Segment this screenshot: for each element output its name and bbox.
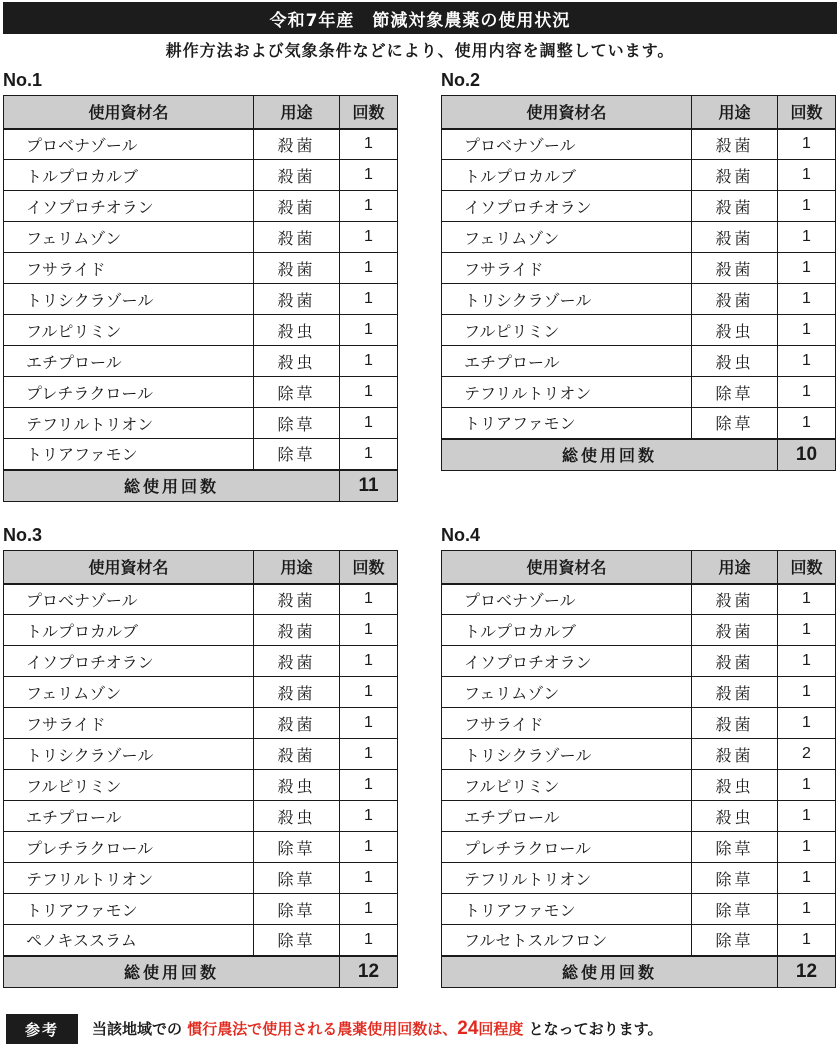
cell-name: トリアファモン — [4, 894, 254, 925]
cell-count: 1 — [778, 253, 836, 284]
cell-use: 殺虫 — [254, 346, 340, 377]
cell-use: 除草 — [692, 894, 778, 925]
pesticide-table — [441, 95, 836, 471]
block-label: No.2 — [441, 70, 481, 90]
header-count: 回数 — [778, 96, 836, 129]
cell-use: 殺菌 — [254, 284, 340, 315]
cell-count: 1 — [340, 160, 398, 191]
table-row — [4, 584, 398, 615]
cell-use: 除草 — [692, 832, 778, 863]
cell-use: 除草 — [254, 832, 340, 863]
table-row — [4, 708, 398, 739]
cell-name: エチプロール — [4, 801, 254, 832]
total-count: 12 — [340, 956, 398, 988]
table-row — [442, 708, 836, 739]
cell-count: 1 — [340, 832, 398, 863]
cell-name: イソプロチオラン — [442, 191, 692, 222]
cell-count: 1 — [778, 284, 836, 315]
cell-use: 殺菌 — [692, 253, 778, 284]
table-row — [4, 925, 398, 956]
cell-name: トルプロカルブ — [4, 615, 254, 646]
cell-count: 1 — [340, 346, 398, 377]
table-row — [442, 801, 836, 832]
cell-use: 除草 — [692, 408, 778, 439]
table-header-row — [442, 96, 836, 129]
table-row — [4, 408, 398, 439]
cell-use: 殺菌 — [692, 160, 778, 191]
cell-name: テフリルトリオン — [4, 863, 254, 894]
cell-name: プレチラクロール — [442, 832, 692, 863]
table-row — [4, 346, 398, 377]
table-row — [4, 801, 398, 832]
cell-count: 1 — [340, 408, 398, 439]
cell-use: 殺菌 — [254, 677, 340, 708]
cell-use: 殺菌 — [254, 739, 340, 770]
table-header-row — [4, 96, 398, 129]
cell-name: トリアファモン — [442, 408, 692, 439]
cell-use: 除草 — [254, 408, 340, 439]
note-prefix: 当該地域での — [92, 1020, 183, 1038]
cell-count: 1 — [340, 801, 398, 832]
table-header-row — [4, 551, 398, 584]
cell-use: 殺菌 — [254, 708, 340, 739]
header-use: 用途 — [692, 96, 778, 129]
cell-name: フルピリミン — [4, 315, 254, 346]
table-row — [4, 863, 398, 894]
table-row — [4, 160, 398, 191]
note-highlight: 慣行農法で使用される農薬使用回数は、 — [187, 1020, 458, 1038]
table-row — [4, 646, 398, 677]
cell-count: 1 — [778, 377, 836, 408]
cell-count: 1 — [778, 863, 836, 894]
note-number: 24 — [457, 1018, 479, 1039]
cell-name: イソプロチオラン — [4, 646, 254, 677]
cell-use: 殺菌 — [254, 253, 340, 284]
table-row — [442, 315, 836, 346]
pesticide-table — [3, 95, 398, 502]
cell-use: 殺菌 — [692, 646, 778, 677]
table-row — [4, 677, 398, 708]
table-row — [442, 739, 836, 770]
cell-use: 除草 — [254, 377, 340, 408]
cell-use: 殺菌 — [692, 739, 778, 770]
cell-name: トリシクラゾール — [4, 284, 254, 315]
cell-count: 1 — [340, 129, 398, 160]
cell-count: 1 — [778, 346, 836, 377]
cell-count: 1 — [778, 801, 836, 832]
table-row — [442, 615, 836, 646]
table-row — [4, 739, 398, 770]
cell-count: 1 — [340, 222, 398, 253]
header-use: 用途 — [254, 551, 340, 584]
cell-use: 除草 — [254, 894, 340, 925]
cell-name: フルセトスルフロン — [442, 925, 692, 956]
cell-name: エチプロール — [4, 346, 254, 377]
table-row — [442, 832, 836, 863]
total-count: 11 — [340, 470, 398, 502]
cell-use: 殺虫 — [254, 801, 340, 832]
cell-use: 除草 — [254, 439, 340, 470]
table-row — [442, 770, 836, 801]
cell-count: 1 — [778, 646, 836, 677]
cell-use: 殺虫 — [692, 315, 778, 346]
cell-name: プロベナゾール — [442, 584, 692, 615]
table-row — [4, 129, 398, 160]
cell-name: フサライド — [442, 253, 692, 284]
cell-use: 除草 — [692, 925, 778, 956]
table-row — [442, 377, 836, 408]
block-label: No.1 — [3, 70, 43, 90]
total-label: 総使用回数 — [4, 956, 340, 988]
cell-name: トリアファモン — [4, 439, 254, 470]
table-row — [442, 191, 836, 222]
table-row — [4, 832, 398, 863]
total-row — [442, 956, 836, 988]
cell-use: 殺虫 — [692, 801, 778, 832]
table-row — [442, 222, 836, 253]
cell-name: プロベナゾール — [4, 584, 254, 615]
total-row — [4, 956, 398, 988]
table-row — [4, 253, 398, 284]
pesticide-table — [3, 550, 398, 988]
table-row — [442, 677, 836, 708]
cell-name: トリシクラゾール — [4, 739, 254, 770]
cell-name: イソプロチオラン — [4, 191, 254, 222]
cell-name: ペノキススラム — [4, 925, 254, 956]
cell-name: フルピリミン — [4, 770, 254, 801]
header-name: 使用資材名 — [4, 96, 254, 129]
table-row — [442, 346, 836, 377]
cell-use: 殺菌 — [254, 222, 340, 253]
cell-use: 殺虫 — [692, 346, 778, 377]
cell-count: 1 — [340, 315, 398, 346]
cell-name: テフリルトリオン — [442, 863, 692, 894]
cell-name: フルピリミン — [442, 770, 692, 801]
note-unit: 回程度 — [478, 1020, 524, 1038]
cell-name: トリシクラゾール — [442, 739, 692, 770]
total-label: 総使用回数 — [442, 439, 778, 471]
cell-name: テフリルトリオン — [4, 408, 254, 439]
cell-name: プレチラクロール — [4, 832, 254, 863]
total-row — [442, 439, 836, 471]
cell-use: 殺菌 — [254, 129, 340, 160]
cell-use: 殺虫 — [254, 770, 340, 801]
cell-count: 1 — [340, 284, 398, 315]
cell-name: イソプロチオラン — [442, 646, 692, 677]
table-row — [4, 222, 398, 253]
cell-count: 1 — [340, 253, 398, 284]
cell-name: フェリムゾン — [4, 222, 254, 253]
cell-count: 1 — [340, 739, 398, 770]
table-row — [442, 284, 836, 315]
table-row — [442, 160, 836, 191]
cell-count: 1 — [340, 191, 398, 222]
cell-count: 1 — [778, 315, 836, 346]
cell-use: 殺虫 — [254, 315, 340, 346]
cell-count: 1 — [778, 222, 836, 253]
cell-use: 殺菌 — [254, 646, 340, 677]
block-label: No.3 — [3, 525, 43, 545]
cell-count: 1 — [778, 894, 836, 925]
cell-name: エチプロール — [442, 801, 692, 832]
cell-name: トリシクラゾール — [442, 284, 692, 315]
cell-use: 殺虫 — [692, 770, 778, 801]
header-use: 用途 — [692, 551, 778, 584]
header-count: 回数 — [778, 551, 836, 584]
cell-count: 1 — [340, 377, 398, 408]
cell-count: 1 — [778, 832, 836, 863]
cell-name: エチプロール — [442, 346, 692, 377]
header-count: 回数 — [340, 96, 398, 129]
cell-use: 殺菌 — [692, 222, 778, 253]
cell-count: 1 — [778, 677, 836, 708]
cell-count: 1 — [340, 677, 398, 708]
cell-use: 除草 — [254, 925, 340, 956]
page-title: 令和7年産 節減対象農薬の使用状況 — [3, 2, 837, 34]
pesticide-table — [441, 550, 836, 988]
reference-note — [92, 1018, 662, 1040]
table-row — [442, 863, 836, 894]
cell-use: 殺菌 — [692, 284, 778, 315]
cell-name: フサライド — [4, 708, 254, 739]
table-row — [4, 191, 398, 222]
cell-use: 殺菌 — [254, 191, 340, 222]
header-count: 回数 — [340, 551, 398, 584]
cell-count: 2 — [778, 739, 836, 770]
cell-name: フェリムゾン — [4, 677, 254, 708]
cell-count: 1 — [778, 925, 836, 956]
header-name: 使用資材名 — [442, 96, 692, 129]
table-row — [4, 894, 398, 925]
total-label: 総使用回数 — [442, 956, 778, 988]
cell-use: 殺菌 — [254, 584, 340, 615]
table-row — [442, 408, 836, 439]
cell-use: 殺菌 — [692, 615, 778, 646]
cell-name: トルプロカルブ — [442, 615, 692, 646]
cell-count: 1 — [778, 584, 836, 615]
cell-count: 1 — [778, 770, 836, 801]
cell-name: テフリルトリオン — [442, 377, 692, 408]
cell-name: フェリムゾン — [442, 677, 692, 708]
cell-name: トルプロカルブ — [442, 160, 692, 191]
page-subtitle: 耕作方法および気象条件などにより、使用内容を調整しています。 — [165, 41, 675, 60]
cell-use: 殺菌 — [254, 615, 340, 646]
cell-name: フルピリミン — [442, 315, 692, 346]
cell-count: 1 — [778, 408, 836, 439]
cell-count: 1 — [340, 584, 398, 615]
header-name: 使用資材名 — [4, 551, 254, 584]
cell-use: 殺菌 — [692, 191, 778, 222]
cell-count: 1 — [778, 129, 836, 160]
cell-use: 殺菌 — [692, 708, 778, 739]
cell-name: トルプロカルブ — [4, 160, 254, 191]
cell-count: 1 — [778, 191, 836, 222]
table-row — [4, 315, 398, 346]
cell-use: 殺菌 — [254, 160, 340, 191]
cell-count: 1 — [340, 863, 398, 894]
table-row — [442, 584, 836, 615]
cell-use: 殺菌 — [692, 129, 778, 160]
cell-count: 1 — [340, 925, 398, 956]
cell-name: フサライド — [442, 708, 692, 739]
cell-name: フェリムゾン — [442, 222, 692, 253]
cell-count: 1 — [340, 770, 398, 801]
total-label: 総使用回数 — [4, 470, 340, 502]
cell-use: 除草 — [692, 863, 778, 894]
cell-count: 1 — [778, 615, 836, 646]
header-name: 使用資材名 — [442, 551, 692, 584]
total-count: 12 — [778, 956, 836, 988]
table-header-row — [442, 551, 836, 584]
cell-name: プロベナゾール — [442, 129, 692, 160]
cell-count: 1 — [340, 615, 398, 646]
cell-name: プロベナゾール — [4, 129, 254, 160]
table-row — [4, 377, 398, 408]
table-row — [442, 646, 836, 677]
table-row — [442, 925, 836, 956]
table-row — [442, 129, 836, 160]
cell-count: 1 — [340, 439, 398, 470]
table-row — [4, 284, 398, 315]
cell-count: 1 — [340, 708, 398, 739]
table-row — [442, 894, 836, 925]
cell-count: 1 — [778, 708, 836, 739]
total-row — [4, 470, 398, 502]
cell-name: トリアファモン — [442, 894, 692, 925]
cell-name: フサライド — [4, 253, 254, 284]
cell-count: 1 — [340, 894, 398, 925]
cell-use: 殺菌 — [692, 584, 778, 615]
block-label: No.4 — [441, 525, 481, 545]
cell-use: 殺菌 — [692, 677, 778, 708]
cell-use: 除草 — [692, 377, 778, 408]
header-use: 用途 — [254, 96, 340, 129]
table-row — [4, 439, 398, 470]
cell-count: 1 — [340, 646, 398, 677]
cell-count: 1 — [778, 160, 836, 191]
cell-use: 除草 — [254, 863, 340, 894]
table-row — [4, 615, 398, 646]
table-row — [442, 253, 836, 284]
table-row — [4, 770, 398, 801]
reference-badge: 参考 — [6, 1014, 78, 1044]
total-count: 10 — [778, 439, 836, 471]
cell-name: プレチラクロール — [4, 377, 254, 408]
note-suffix: となっております。 — [528, 1020, 663, 1038]
